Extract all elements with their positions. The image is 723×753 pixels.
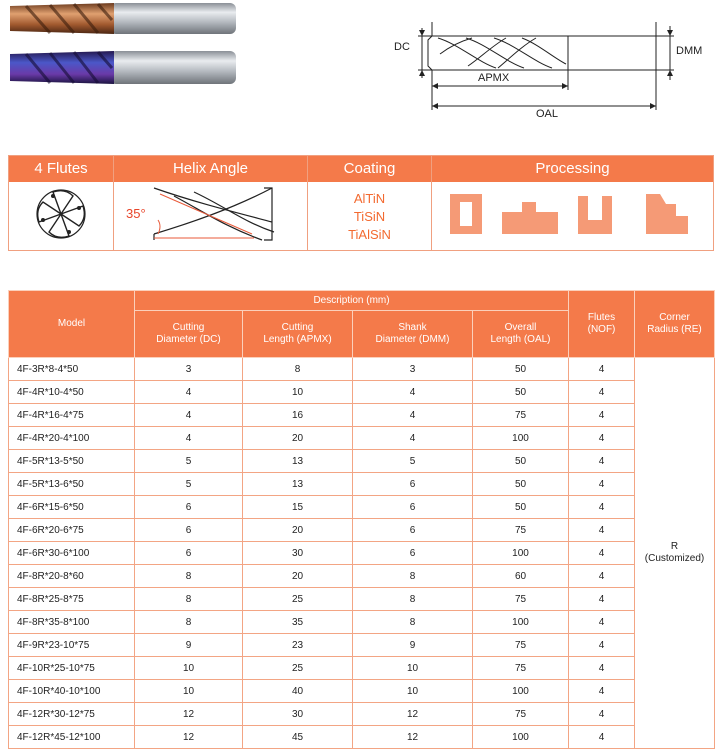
flutes-cell: 4 [569,680,635,703]
dc-cell: 12 [135,703,243,726]
end-mill-photos [6,0,238,92]
model-cell: 4F-10R*40-10*100 [9,680,135,703]
apmx-cell: 15 [243,496,353,519]
flutes-cell: 4 [569,473,635,496]
dmm-label: DMM [676,45,703,57]
apmx-cell: 10 [243,381,353,404]
model-cell: 4F-6R*15-6*50 [9,496,135,519]
header-shank-diameter: Shank Diameter (DMM) [353,311,473,358]
dmm-cell: 3 [353,358,473,381]
table-row [9,726,715,749]
flutes-cell: 4 [569,703,635,726]
table-row [9,611,715,634]
oal-cell: 75 [473,703,569,726]
header-description: Description (mm) [135,291,569,311]
dc-cell: 6 [135,542,243,565]
model-cell: 4F-8R*35-8*100 [9,611,135,634]
dc-cell: 9 [135,634,243,657]
apmx-cell: 45 [243,726,353,749]
apmx-cell: 30 [243,703,353,726]
oal-cell: 100 [473,726,569,749]
dc-cell: 5 [135,473,243,496]
table-row [9,542,715,565]
header-overall-length: Overall Length (OAL) [473,311,569,358]
dmm-cell: 12 [353,726,473,749]
dmm-cell: 10 [353,680,473,703]
apmx-cell: 8 [243,358,353,381]
dmm-cell: 5 [353,450,473,473]
dc-cell: 10 [135,680,243,703]
dmm-cell: 4 [353,427,473,450]
dmm-cell: 4 [353,381,473,404]
dc-cell: 12 [135,726,243,749]
feature-strip [8,155,714,251]
coating-tisin: TiSiN [353,209,386,224]
model-cell: 4F-10R*25-10*75 [9,657,135,680]
oal-cell: 50 [473,358,569,381]
flutes-cell: 4 [569,611,635,634]
bronze-end-mill [10,3,236,34]
dmm-cell: 9 [353,634,473,657]
dc-cell: 4 [135,404,243,427]
header-model: Model [9,291,135,358]
table-row [9,358,715,381]
table-row [9,634,715,657]
flutes-cell: 4 [569,634,635,657]
dmm-cell: 8 [353,611,473,634]
header-corner-radius: Corner Radius (RE) [635,291,715,358]
model-cell: 4F-3R*8-4*50 [9,358,135,381]
helix-angle-header: Helix Angle [114,156,307,182]
flutes-cell: 4 [569,565,635,588]
header-cutting-length: Cutting Length (APMX) [243,311,353,358]
model-cell: 4F-12R*30-12*75 [9,703,135,726]
oal-cell: 50 [473,450,569,473]
apmx-cell: 20 [243,427,353,450]
dc-cell: 4 [135,381,243,404]
dc-cell: 8 [135,588,243,611]
apmx-cell: 25 [243,588,353,611]
model-cell: 4F-5R*13-5*50 [9,450,135,473]
dmm-cell: 8 [353,588,473,611]
dc-cell: 10 [135,657,243,680]
table-body [9,358,715,749]
coating-header: Coating [308,156,431,182]
oal-cell: 100 [473,427,569,450]
corner-radius-cell: R (Customized) [635,358,715,749]
dmm-cell: 6 [353,519,473,542]
apmx-cell: 40 [243,680,353,703]
table-row [9,473,715,496]
oal-cell: 100 [473,680,569,703]
apmx-cell: 16 [243,404,353,427]
coating-tialsin: TiAlSiN [348,227,391,242]
model-cell: 4F-6R*20-6*75 [9,519,135,542]
dc-cell: 6 [135,496,243,519]
oal-cell: 60 [473,565,569,588]
flutes-cell [9,182,113,250]
dmm-cell: 4 [353,404,473,427]
helix-angle-cell [114,182,307,250]
oal-label: OAL [536,108,559,120]
table-row [9,588,715,611]
flutes-cell: 4 [569,427,635,450]
helix-angle-value: 35° [126,206,146,221]
table-row [9,703,715,726]
apmx-cell: 35 [243,611,353,634]
header-cutting-diameter: Cutting Diameter (DC) [135,311,243,358]
oal-cell: 50 [473,496,569,519]
oal-cell: 75 [473,634,569,657]
oal-cell: 75 [473,404,569,427]
dc-cell: 3 [135,358,243,381]
oal-cell: 50 [473,381,569,404]
model-cell: 4F-9R*23-10*75 [9,634,135,657]
table-row [9,519,715,542]
dimension-schematic [388,14,703,126]
dc-cell: 6 [135,519,243,542]
blue-end-mill [10,51,236,84]
oal-cell: 100 [473,542,569,565]
processing-shapes-icon [432,182,713,250]
apmx-cell: 20 [243,565,353,588]
model-cell: 4F-4R*16-4*75 [9,404,135,427]
flutes-header: 4 Flutes [9,156,113,182]
flutes-cell: 4 [569,657,635,680]
flutes-cell: 4 [569,496,635,519]
model-cell: 4F-8R*20-8*60 [9,565,135,588]
model-cell: 4F-12R*45-12*100 [9,726,135,749]
dc-cell: 5 [135,450,243,473]
apmx-cell: 30 [243,542,353,565]
flutes-cell: 4 [569,450,635,473]
model-cell: 4F-4R*10-4*50 [9,381,135,404]
coating-cell [308,182,431,250]
table-row [9,450,715,473]
table-row [9,381,715,404]
processing-header: Processing [432,156,713,182]
apmx-cell: 13 [243,450,353,473]
header-flutes: Flutes (NOF) [569,291,635,358]
dc-cell: 4 [135,427,243,450]
model-cell: 4F-6R*30-6*100 [9,542,135,565]
oal-cell: 75 [473,657,569,680]
dc-label: DC [394,41,410,53]
dmm-cell: 6 [353,496,473,519]
coating-altin: AlTiN [353,191,386,206]
oal-cell: 75 [473,519,569,542]
dc-cell: 8 [135,565,243,588]
apmx-label: APMX [478,72,510,84]
flutes-cell: 4 [569,588,635,611]
four-flute-section-icon [9,182,113,250]
table-row [9,427,715,450]
dmm-cell: 12 [353,703,473,726]
flutes-cell: 4 [569,726,635,749]
flutes-cell: 4 [569,381,635,404]
model-cell: 4F-4R*20-4*100 [9,427,135,450]
table-row [9,496,715,519]
flutes-cell: 4 [569,358,635,381]
spec-table [8,290,715,749]
apmx-cell: 23 [243,634,353,657]
dmm-cell: 6 [353,473,473,496]
dmm-cell: 8 [353,565,473,588]
dmm-cell: 6 [353,542,473,565]
oal-cell: 75 [473,588,569,611]
apmx-cell: 25 [243,657,353,680]
oal-cell: 100 [473,611,569,634]
table-row [9,404,715,427]
oal-cell: 50 [473,473,569,496]
flutes-cell: 4 [569,404,635,427]
flutes-cell: 4 [569,519,635,542]
model-cell: 4F-8R*25-8*75 [9,588,135,611]
table-row [9,565,715,588]
table-row [9,657,715,680]
model-cell: 4F-5R*13-6*50 [9,473,135,496]
dmm-cell: 10 [353,657,473,680]
processing-cell [432,182,713,250]
apmx-cell: 13 [243,473,353,496]
dc-cell: 8 [135,611,243,634]
apmx-cell: 20 [243,519,353,542]
flutes-cell: 4 [569,542,635,565]
table-row [9,680,715,703]
